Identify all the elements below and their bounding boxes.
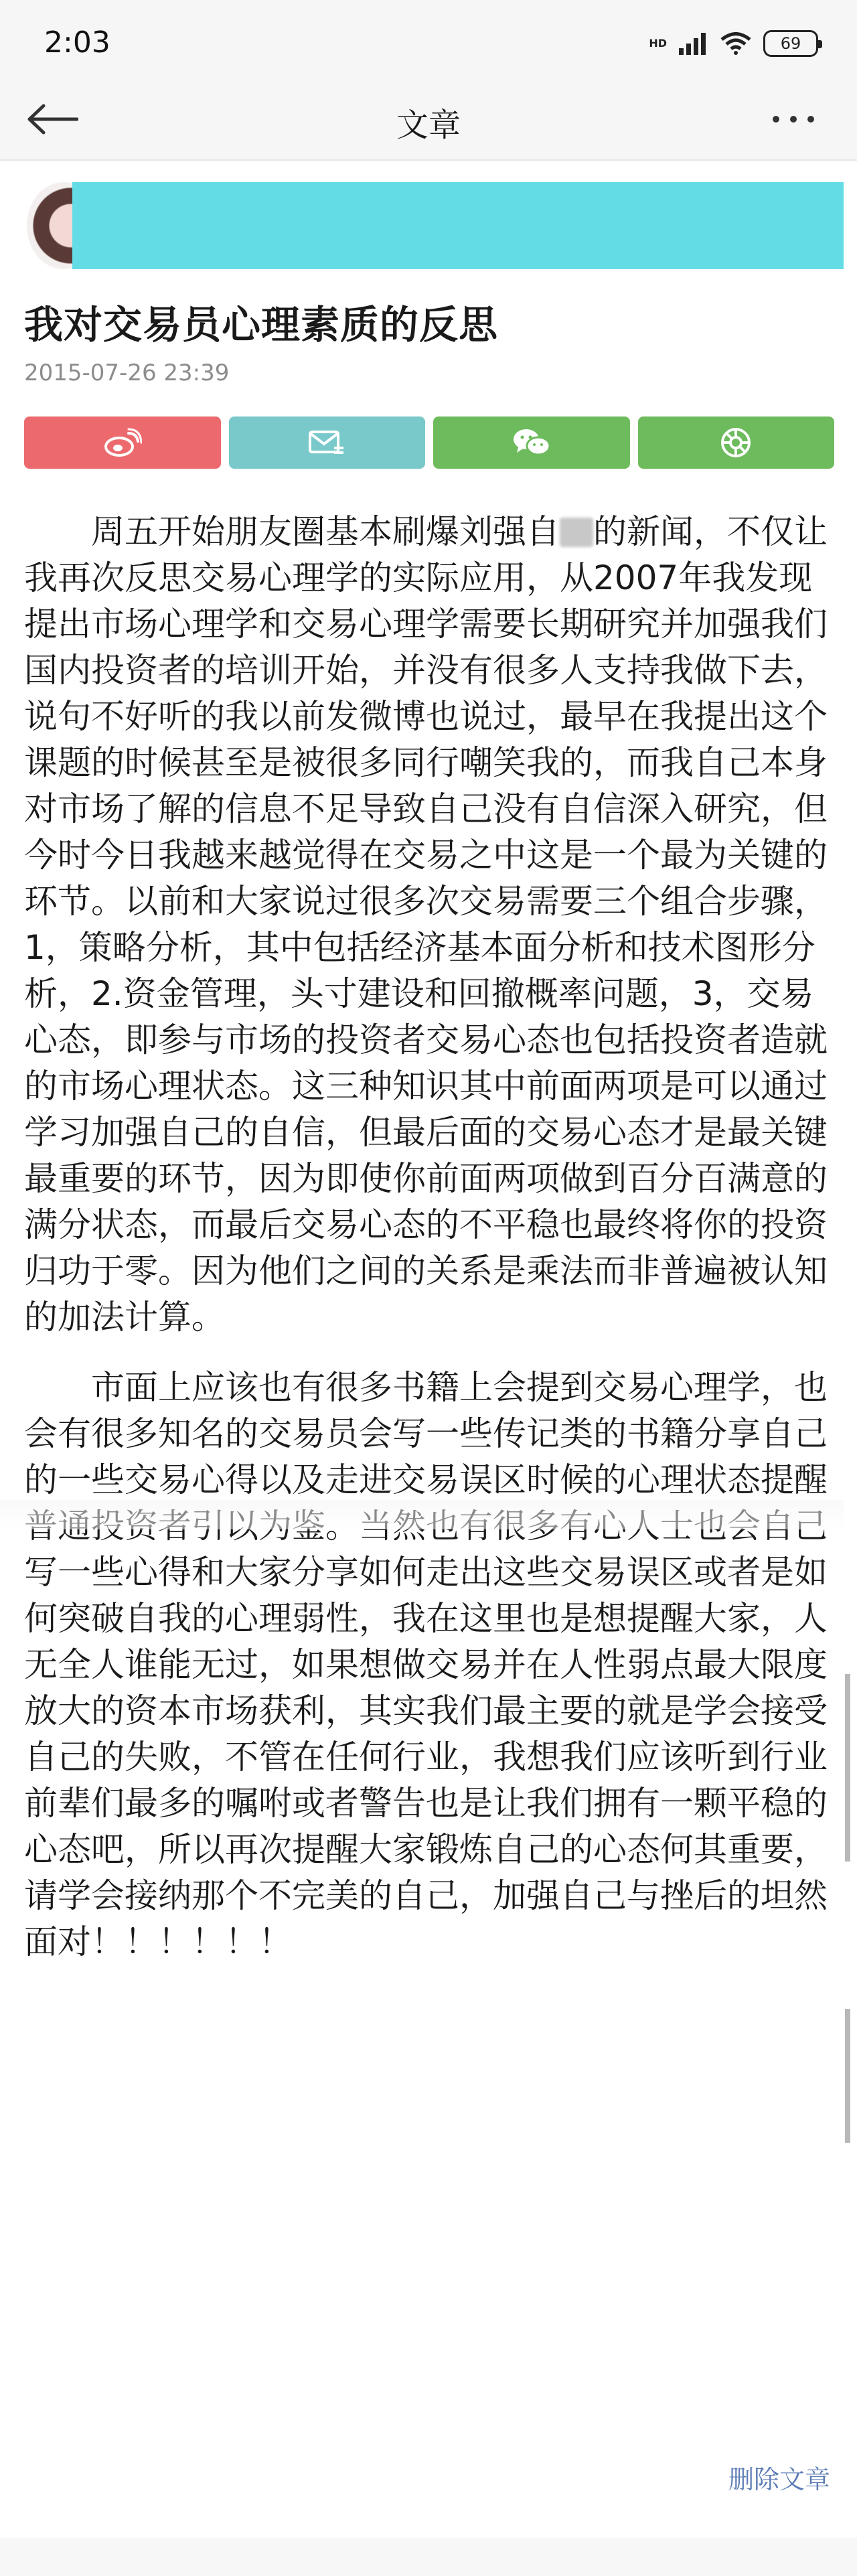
delete-article-link[interactable]: 删除文章 (728, 2465, 830, 2494)
battery-level: 69 (780, 34, 801, 53)
weibo-icon (103, 428, 142, 457)
more-button[interactable] (757, 95, 830, 143)
status-time: 2:03 (44, 25, 110, 60)
screenshot-seam (0, 1500, 844, 1529)
scrollbar-thumb[interactable] (845, 2009, 850, 2143)
article-paragraph: 市面上应该也有很多书籍上会提到交易心理学，也会有很多知名的交易员会写一些传记类的书籍分享自己的一些交易心得以及走进交易误区时候的心理状态提醒 写一些心得和大家分享如何走出这些交易误区或者是如何突破自我的心理弱性，我在这里也是想提醒大家，人无全人谁能无过，如果想做交易并在人性弱点最大限度放大的资本市场获利，其实我们最主要的就是学会接受自己的失败，不管在任何行业，我想我们应该听到行业前辈们最多的嘱咐或者警告也是让我们拥有一颗平稳的心态吧，所以再次提醒大家锻炼自己的心态何其重要，请学会接纳那个不完美的自己，加强自己与挫后的坦然面对！！！！！！ (24, 1368, 828, 1961)
share-button-row (24, 416, 834, 469)
article-paragraph (24, 509, 834, 1341)
bottom-bar (0, 2538, 857, 2576)
signal-icon (679, 32, 708, 55)
moments-icon (720, 427, 752, 459)
more-dot (807, 116, 814, 123)
status-bar (0, 0, 857, 80)
article-body (24, 509, 834, 1965)
scrollbar-thumb[interactable] (845, 1674, 850, 1862)
message-icon (307, 428, 346, 457)
battery-icon (763, 30, 818, 57)
share-message-button[interactable] (229, 416, 426, 469)
paragraph-text: 的新闻，不仅让我再次反思交易心理学的实际应用，从2007年我发现提出市场心理学和交易心理学需要长期研究并加强我们国内投资者的培训开始，并没有很多人支持我做下去，说句不好听的我以前发微博也说过，最早在我提出这个课题的时候甚至是被很多同行嘲笑我的，而我自己本身对市场了解的信息不足导致自己没有自信深入研究，但今时今日我越来越觉得在交易之中这是一个最为关键的环节。以前和大家说过很多次交易需要三个组合步骤，1，策略分析，其中包括经济基本面分析和技术图形分析，2.资金管理，头寸建设和回撤概率问题，3，交易心态，即参与市场的投资者交易心态也包括投资者造就的市场心理状态。这三种知识其中前面两项是可以通过学习加强自己的自信，但最后面的交易心态才是最关键最重要的环节，因为即使你前面两项做到百分百满意的满分状态，而最后交易心态的不平稳也最终将你的投资归功于零。因为他们之间的关系是乘法而非普遍被认知的加法计算。 (24, 512, 828, 1337)
more-horizontal-icon (773, 116, 779, 123)
header-divider (0, 159, 857, 161)
status-icons (649, 27, 818, 60)
hd-network-label: HD (649, 37, 667, 50)
wechat-icon (512, 427, 552, 458)
page-title: 文章 (396, 106, 461, 144)
publish-date: 2015-07-26 23:39 (24, 360, 230, 386)
meta-redaction (707, 346, 840, 396)
paragraph-text: 周五开始朋友圈基本刷爆刘强自 (91, 512, 560, 551)
app-header (0, 80, 857, 159)
share-moments-button[interactable] (638, 416, 835, 469)
share-weibo-button[interactable] (24, 416, 221, 469)
share-wechat-button[interactable] (433, 416, 630, 469)
wifi-icon (720, 32, 751, 55)
article-title: 我对交易员心理素质的反思 (24, 302, 499, 348)
blurred-name (560, 518, 593, 547)
more-dot (790, 116, 797, 123)
author-info-redaction (72, 182, 844, 269)
